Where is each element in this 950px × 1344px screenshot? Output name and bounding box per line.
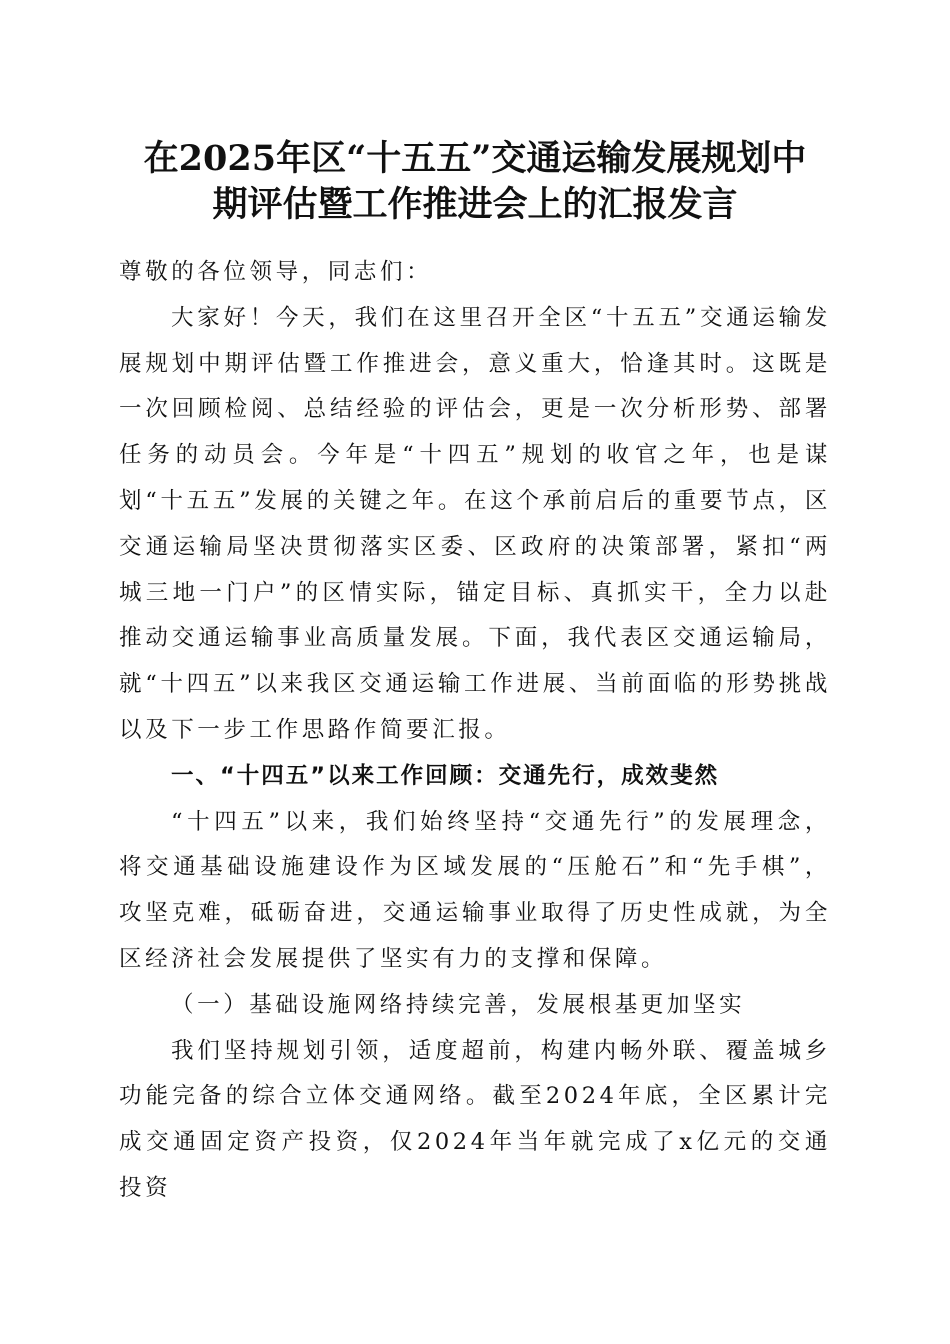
- title-line-2: 期评估暨工作推进会上的汇报发言: [212, 184, 738, 225]
- document-title: [100, 136, 850, 228]
- salutation: 尊敬的各位领导，同志们：: [119, 259, 433, 285]
- intro-paragraph: 大家好！今天，我们在这里召开全区“十五五”交通运输发展规划中期评估暨工作推进会，意义重大，恰逢其时。这既是一次回顾检阅、总结经验的评估会，更是一次分析形势、部署任务的动员会。今年是“十四五”规划的收官之年，也是谋划“十五五”发展的关键之年。在这个承前启后的重要节点，区交通运输局坚决贯彻落实区委、区政府的决策部署，紧扣“两城三地一门户”的区情实际，锚定目标、真抓实干，全力以赴推动交通运输事业高质量发展。下面，我代表区交通运输局，就“十四五”以来我区交通运输工作进展、当前面临的形势挑战以及下一步工作思路作简要汇报。: [119, 304, 831, 743]
- title-line-1: 在2025年区“十五五”交通运输发展规划中: [143, 138, 807, 179]
- section-heading-1: 一、“十四五”以来工作回顾：交通先行，成效斐然: [171, 762, 720, 789]
- document-body: [119, 250, 831, 1212]
- section-1-paragraph: “十四五”以来，我们始终坚持“交通先行”的发展理念，将交通基础设施建设作为区域发展的“压舱石”和“先手棋”，攻坚克难，砥砺奋进，交通运输事业取得了历史性成就，为全区经济社会发展提供了坚实有力的支撑和保障。: [119, 808, 831, 972]
- subsection-heading-1: （一）基础设施网络持续完善，发展根基更加坚实: [171, 991, 746, 1018]
- subsection-1-paragraph: 我们坚持规划引领，适度超前，构建内畅外联、覆盖城乡功能完备的综合立体交通网络。截至2024年底，全区累计完成交通固定资产投资，仅2024年当年就完成了x亿元的交通投资: [119, 1037, 831, 1201]
